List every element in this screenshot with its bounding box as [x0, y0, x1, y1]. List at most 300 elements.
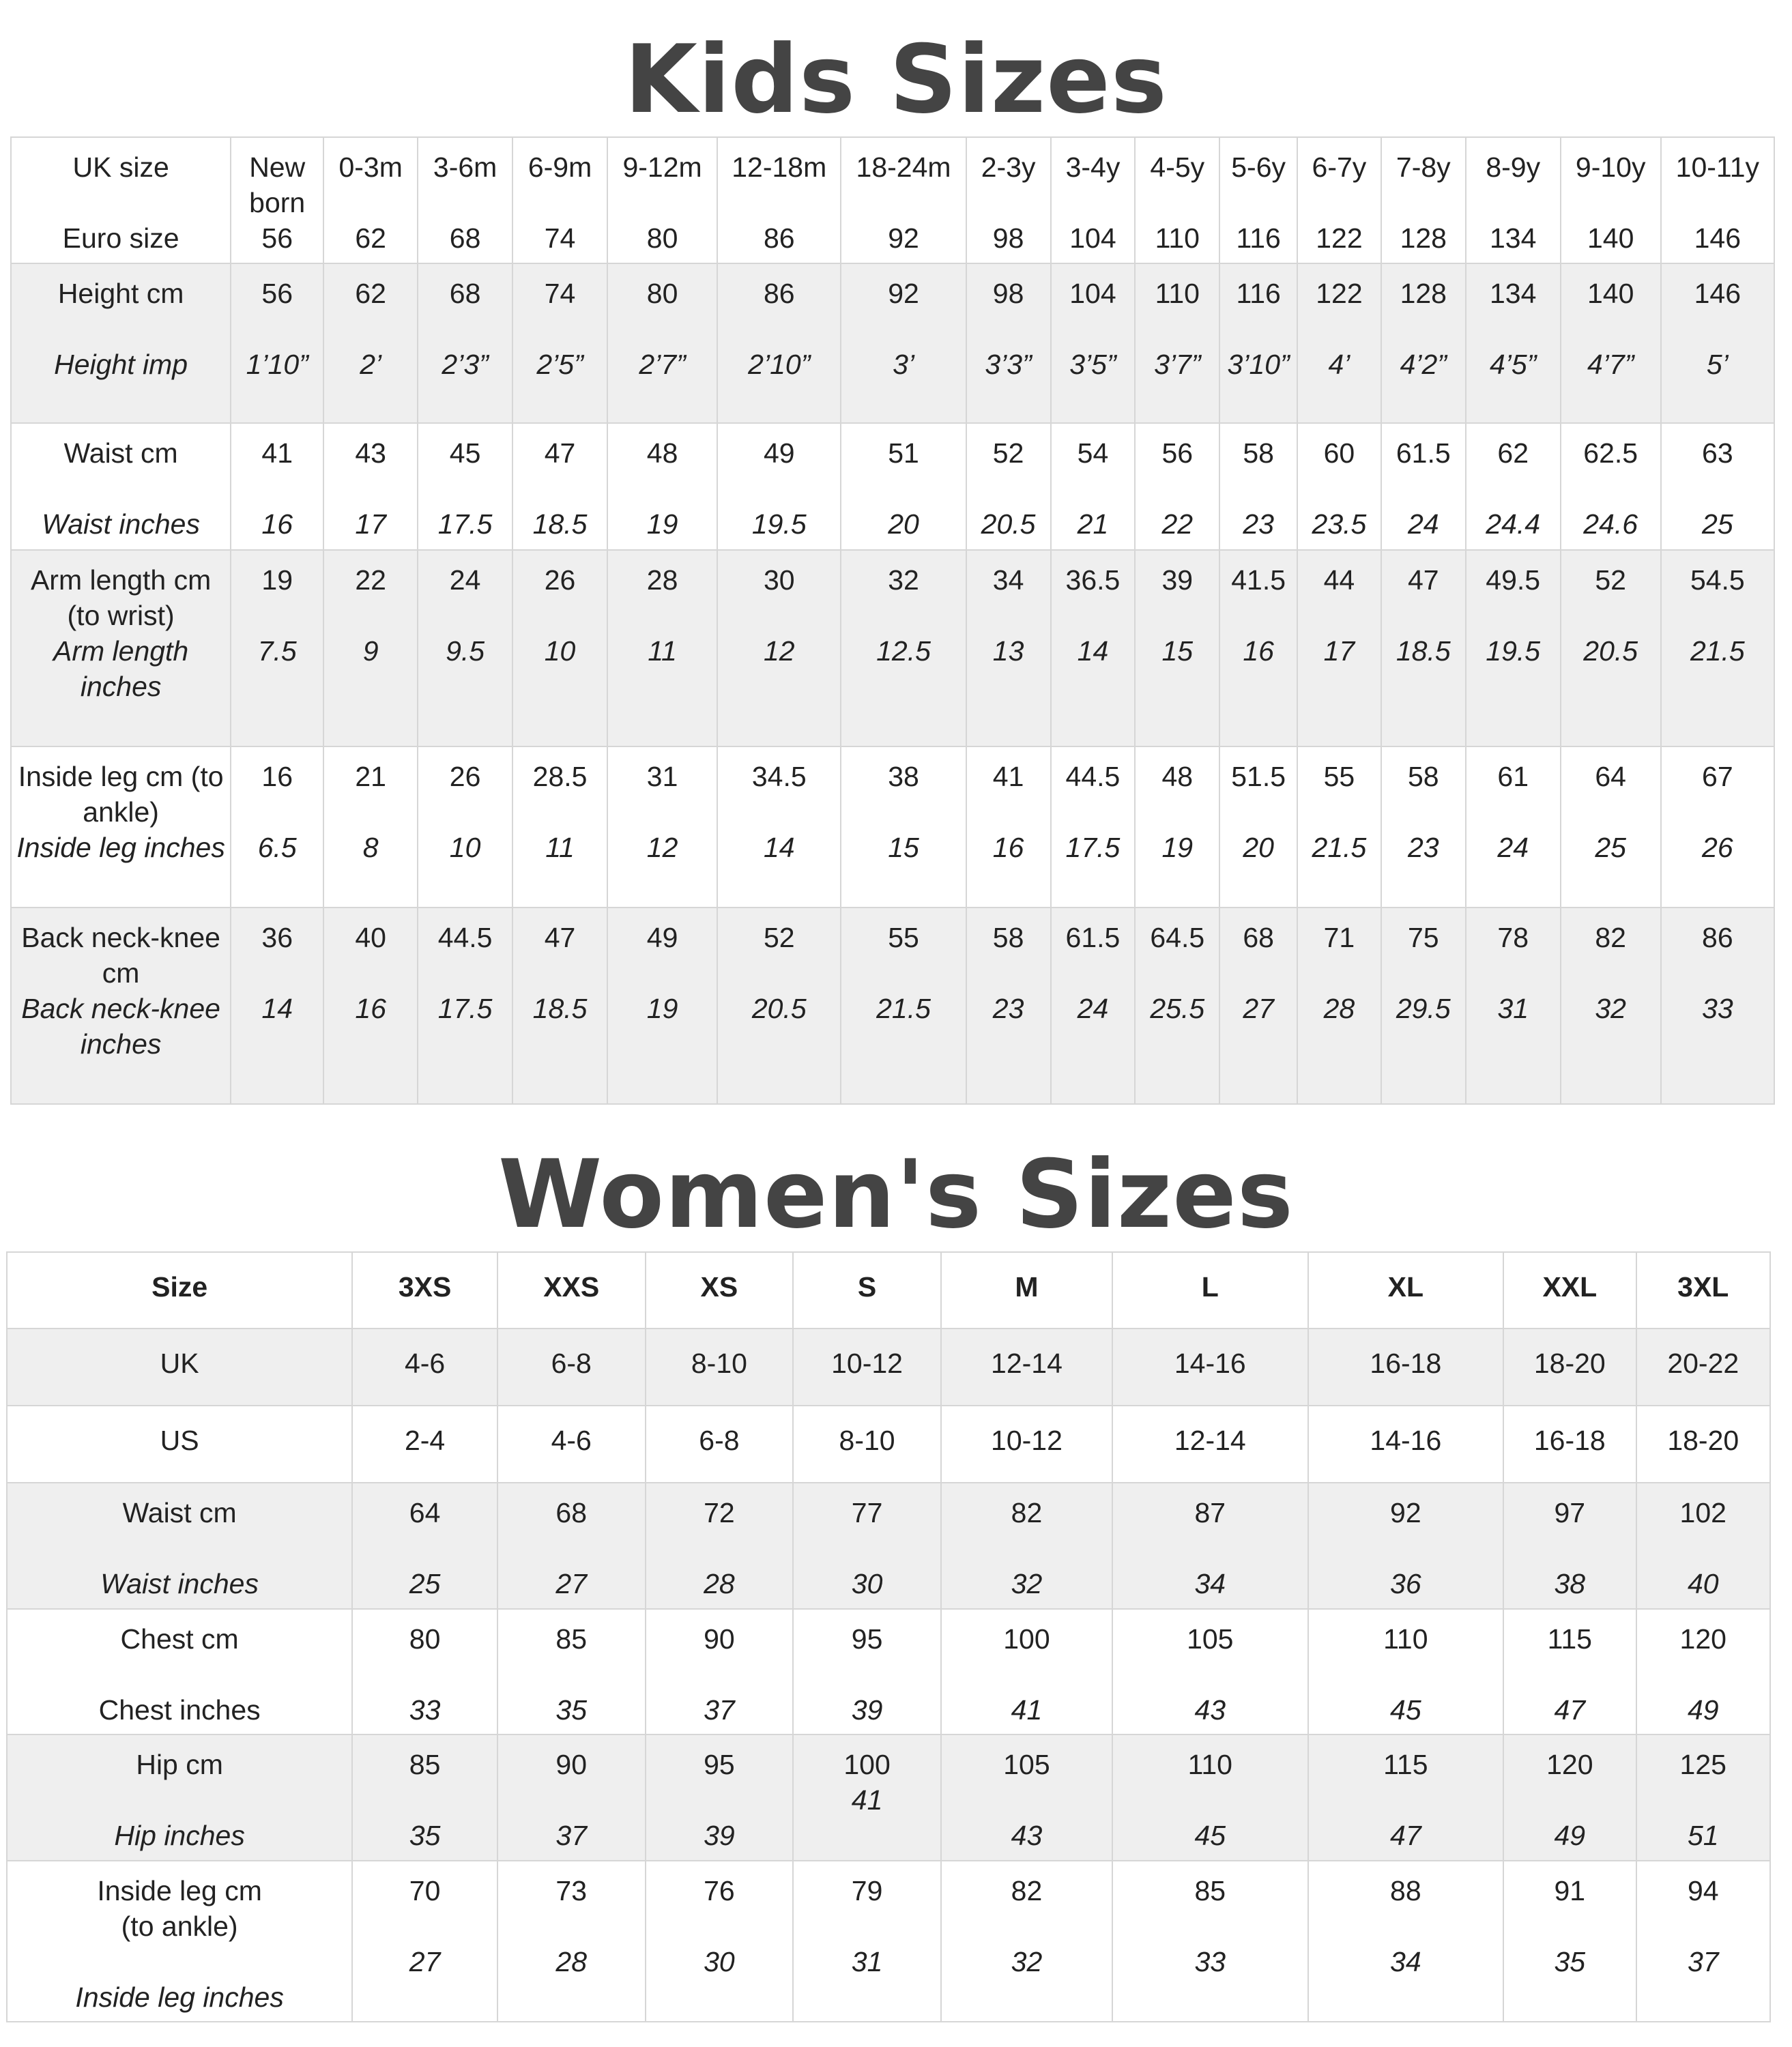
cm-value: 44.5 [437, 922, 493, 953]
cm-value: 49.5 [1486, 564, 1541, 596]
measure-value-cell [418, 908, 512, 1104]
measure-value-cell [1135, 908, 1219, 1104]
cm-value: 58 [992, 922, 1024, 953]
measure-value-cell [1561, 423, 1661, 550]
measure-value-cell [1381, 908, 1466, 1104]
measure-cm-label: Arm length cm (to wrist) [30, 564, 212, 631]
inch-value: 24 [1497, 832, 1529, 863]
cm-value: 85 [409, 1749, 441, 1780]
cm-value: 140 [1587, 278, 1634, 309]
measure-value-cell [497, 1609, 646, 1734]
cm-value: 36 [261, 922, 293, 953]
inch-value: 21.5 [1690, 635, 1745, 667]
inch-value: 43 [1011, 1820, 1043, 1851]
kids-size-header-cell [323, 137, 418, 263]
measure-value-cell [323, 746, 418, 908]
measure-value-cell [717, 908, 841, 1104]
cm-value: 28.5 [532, 761, 588, 792]
cm-value: 47 [1407, 564, 1439, 596]
measure-value-cell [512, 423, 607, 550]
measure-label-cell [7, 1734, 352, 1861]
size-header-cell: S [793, 1252, 941, 1329]
inch-value: 11 [648, 635, 677, 667]
cm-value: 73 [555, 1875, 588, 1906]
measure-inch-label: Inside leg inches [75, 1981, 284, 2013]
measure-value-cell [793, 1861, 941, 2022]
measure-value-cell [1661, 908, 1774, 1104]
womens-measure-row [7, 1734, 1770, 1861]
measure-value-cell [1135, 263, 1219, 423]
euro-size: 104 [1069, 222, 1116, 254]
cm-value: 34.5 [751, 761, 807, 792]
size-header-cell: 3XL [1636, 1252, 1770, 1329]
inch-value: 19 [1161, 832, 1194, 863]
measure-value-cell [717, 423, 841, 550]
inch-value: 43 [1194, 1694, 1226, 1726]
measure-value-cell [1503, 1734, 1636, 1861]
euro-size: 140 [1587, 222, 1634, 254]
inch-value: 12 [646, 832, 678, 863]
measure-value-cell [323, 908, 418, 1104]
inch-value: 31 [851, 1946, 883, 1977]
measure-value-cell [941, 1483, 1112, 1609]
cm-value: 125 [1679, 1749, 1726, 1780]
kids-size-table [10, 136, 1775, 1105]
kids-size-header-cell [1561, 137, 1661, 263]
euro-size: 122 [1316, 222, 1363, 254]
inch-value: 6.5 [257, 832, 297, 863]
uk-size-cell: 20-22 [1636, 1329, 1770, 1406]
measure-label-cell [7, 1861, 352, 2022]
measure-value-cell [717, 263, 841, 423]
measure-value-cell [841, 263, 966, 423]
measure-value-cell [793, 1734, 941, 1861]
inch-value: 18.5 [1396, 635, 1451, 667]
inch-value: 13 [992, 635, 1024, 667]
measure-value-cell [966, 263, 1051, 423]
measure-value-cell [646, 1861, 794, 2022]
uk-size: 7-8y [1396, 151, 1451, 183]
cm-value: 58 [1243, 437, 1274, 469]
measure-value-cell [1219, 263, 1297, 423]
cm-value: 116 [1236, 278, 1281, 309]
measure-value-cell [717, 550, 841, 746]
measure-value-cell [1135, 550, 1219, 746]
inch-value: 21.5 [1312, 832, 1367, 863]
measure-value-cell [1381, 263, 1466, 423]
measure-value-cell [352, 1483, 497, 1609]
cm-value: 61 [1497, 761, 1529, 792]
uk-size: 10-11y [1675, 151, 1759, 183]
cm-value: 48 [1161, 761, 1194, 792]
measure-value-cell [793, 1483, 941, 1609]
measure-value-cell [1219, 908, 1297, 1104]
measure-value-cell [1466, 263, 1561, 423]
measure-value-cell [1297, 746, 1381, 908]
inch-value: 32 [1011, 1568, 1043, 1599]
inch-value: 17 [355, 508, 386, 540]
kids-size-header-cell [1135, 137, 1219, 263]
cm-value: 120 [1546, 1749, 1593, 1780]
measure-value-cell [1636, 1483, 1770, 1609]
cm-value: 78 [1497, 922, 1529, 953]
measure-value-cell [1661, 746, 1774, 908]
measure-inch-label: Back neck-knee inches [21, 993, 220, 1060]
measure-label-cell [7, 1609, 352, 1734]
measure-label-cell [7, 1483, 352, 1609]
euro-size: 92 [888, 222, 919, 254]
cm-value: 68 [1243, 922, 1274, 953]
inch-value: 10 [449, 832, 481, 863]
inch-value: 17.5 [1065, 832, 1121, 863]
measure-value-cell [1051, 550, 1136, 746]
cm-value: 52 [992, 437, 1024, 469]
euro-size: 74 [544, 222, 576, 254]
cm-value: 22 [355, 564, 386, 596]
inch-value: 37 [704, 1694, 735, 1726]
inch-value: 45 [1194, 1820, 1226, 1851]
cm-value: 87 [1194, 1497, 1226, 1528]
cm-value: 72 [704, 1497, 735, 1528]
womens-uk-row [7, 1329, 1770, 1406]
cm-value: 28 [646, 564, 678, 596]
measure-cm-label: Height cm [57, 278, 184, 309]
inch-value: 19.5 [1486, 635, 1541, 667]
inch-value: 25 [1702, 508, 1733, 540]
inch-value: 19.5 [751, 508, 807, 540]
cm-value: 51.5 [1231, 761, 1286, 792]
measure-value-cell [1503, 1483, 1636, 1609]
measure-value-cell [841, 423, 966, 550]
measure-value-cell [231, 550, 323, 746]
cm-value: 105 [1003, 1749, 1050, 1780]
inch-value: 28 [1323, 993, 1355, 1024]
inch-value: 25 [1595, 832, 1626, 863]
womens-measure-row [7, 1609, 1770, 1734]
cm-value: 75 [1407, 922, 1439, 953]
cm-value: 74 [544, 278, 576, 309]
inch-value: 16 [355, 993, 386, 1024]
cm-value: 49 [763, 437, 795, 469]
inch-value: 4’ [1328, 349, 1350, 380]
inch-value: 27 [1243, 993, 1274, 1024]
womens-measure-row [7, 1861, 1770, 2022]
euro-size: 80 [646, 222, 678, 254]
inch-value: 25.5 [1150, 993, 1205, 1024]
measure-value-cell [646, 1609, 794, 1734]
cm-value: 70 [409, 1875, 441, 1906]
inch-value: 7.5 [257, 635, 297, 667]
womens-size-row [7, 1252, 1770, 1329]
inch-value: 41 [851, 1784, 883, 1816]
cm-value: 79 [851, 1875, 883, 1906]
uk-size-cell: 8-10 [646, 1329, 794, 1406]
measure-value-cell [1381, 423, 1466, 550]
cm-value: 100 [1003, 1623, 1050, 1655]
measure-value-cell [966, 908, 1051, 1104]
inch-value: 28 [555, 1946, 588, 1977]
euro-size-label: Euro size [62, 222, 179, 254]
inch-value: 38 [1554, 1568, 1586, 1599]
inch-value: 2’3” [442, 349, 489, 380]
uk-size: 12-18m [732, 151, 827, 183]
inch-value: 2’10” [748, 349, 811, 380]
cm-value: 61.5 [1396, 437, 1451, 469]
measure-value-cell [1561, 746, 1661, 908]
measure-value-cell [512, 908, 607, 1104]
measure-value-cell [1381, 746, 1466, 908]
cm-value: 68 [555, 1497, 588, 1528]
inch-value: 18.5 [532, 508, 588, 540]
measure-value-cell [646, 1483, 794, 1609]
inch-value: 47 [1554, 1694, 1586, 1726]
inch-value: 19 [646, 993, 678, 1024]
uk-size: 8-9y [1486, 151, 1541, 183]
measure-value-cell [1308, 1609, 1504, 1734]
inch-value: 30 [704, 1946, 735, 1977]
cm-value: 55 [888, 922, 919, 953]
uk-size: 6-9m [528, 151, 592, 183]
measure-value-cell [841, 908, 966, 1104]
inch-value: 39 [851, 1694, 883, 1726]
cm-value: 85 [1194, 1875, 1226, 1906]
cm-value: 80 [409, 1623, 441, 1655]
inch-value: 23.5 [1312, 508, 1367, 540]
measure-value-cell [1466, 908, 1561, 1104]
inch-value: 29.5 [1396, 993, 1451, 1024]
inch-value: 24.4 [1486, 508, 1541, 540]
uk-size-cell: 16-18 [1308, 1329, 1504, 1406]
measure-value-cell [1135, 746, 1219, 908]
womens-size-table [6, 1251, 1771, 2022]
measure-value-cell [231, 263, 323, 423]
kids-measure-row [11, 746, 1774, 908]
cm-value: 82 [1011, 1497, 1043, 1528]
cm-value: 45 [449, 437, 481, 469]
measure-value-cell [1297, 550, 1381, 746]
measure-value-cell [1381, 550, 1466, 746]
cm-value: 19 [261, 564, 293, 596]
cm-value: 21 [355, 761, 386, 792]
inch-value: 23 [1407, 832, 1439, 863]
uk-size: 5-6y [1231, 151, 1286, 183]
cm-value: 39 [1161, 564, 1194, 596]
inch-value: 39 [704, 1820, 735, 1851]
inch-value: 20.5 [1583, 635, 1638, 667]
spacer [12, 185, 230, 220]
cm-value: 30 [763, 564, 795, 596]
cm-value: 51 [888, 437, 919, 469]
measure-label-cell [11, 263, 231, 423]
measure-value-cell [1308, 1483, 1504, 1609]
measure-value-cell [1135, 423, 1219, 550]
measure-value-cell [231, 423, 323, 550]
measure-value-cell [1466, 550, 1561, 746]
cm-value: 60 [1323, 437, 1355, 469]
cm-value: 34 [992, 564, 1024, 596]
measure-value-cell [1051, 263, 1136, 423]
measure-cm-label: Chest cm [120, 1623, 239, 1655]
cm-value: 16 [261, 761, 293, 792]
cm-value: 40 [355, 922, 386, 953]
kids-size-header-cell [1661, 137, 1774, 263]
inch-value: 12.5 [876, 635, 931, 667]
euro-size: 110 [1155, 222, 1200, 254]
kids-size-header-cell [841, 137, 966, 263]
inch-value: 16 [1243, 635, 1274, 667]
cm-value: 80 [646, 278, 678, 309]
measure-cm-label: Hip cm [136, 1749, 223, 1780]
cm-value: 97 [1554, 1497, 1586, 1528]
measure-value-cell [1219, 423, 1297, 550]
us-size-cell: 6-8 [646, 1406, 794, 1483]
cm-value: 88 [1390, 1875, 1421, 1906]
uk-size-cell: 14-16 [1112, 1329, 1308, 1406]
measure-value-cell [607, 746, 717, 908]
kids-size-label-cell [11, 137, 231, 263]
measure-value-cell [323, 263, 418, 423]
inch-value: 35 [555, 1694, 588, 1726]
inch-value: 28 [704, 1568, 735, 1599]
inch-value: 21 [1077, 508, 1109, 540]
cm-value: 85 [555, 1623, 588, 1655]
us-size-cell: 2-4 [352, 1406, 497, 1483]
cm-value: 64 [409, 1497, 441, 1528]
measure-cm-label: Inside leg cm (to ankle) [18, 761, 224, 828]
inch-value: 27 [409, 1946, 441, 1977]
measure-value-cell [1219, 550, 1297, 746]
inch-value: 3’5” [1069, 349, 1116, 380]
measure-value-cell [841, 550, 966, 746]
womens-measure-row [7, 1483, 1770, 1609]
measure-value-cell [1503, 1609, 1636, 1734]
cm-value: 92 [888, 278, 919, 309]
kids-measure-row [11, 423, 1774, 550]
measure-value-cell [1308, 1861, 1504, 2022]
kids-measure-row [11, 908, 1774, 1104]
cm-value: 95 [851, 1623, 883, 1655]
measure-cm-label: Back neck-knee cm [21, 922, 220, 989]
measure-value-cell [966, 423, 1051, 550]
cm-value: 44 [1323, 564, 1355, 596]
inch-value: 41 [1011, 1694, 1043, 1726]
inch-value: 32 [1011, 1946, 1043, 1977]
inch-value: 49 [1554, 1820, 1586, 1851]
euro-size: 56 [261, 222, 293, 254]
measure-value-cell [1636, 1861, 1770, 2022]
measure-cm-label: Waist cm [122, 1497, 237, 1528]
measure-value-cell [418, 263, 512, 423]
inch-value: 14 [1077, 635, 1109, 667]
measure-value-cell [512, 263, 607, 423]
cm-value: 36.5 [1065, 564, 1121, 596]
inch-value: 4’5” [1490, 349, 1537, 380]
measure-value-cell [1561, 263, 1661, 423]
kids-header-row [11, 137, 1774, 263]
kids-size-header-cell [231, 137, 323, 263]
cm-value: 146 [1694, 278, 1742, 309]
inch-value: 24.6 [1583, 508, 1638, 540]
euro-size: 98 [992, 222, 1024, 254]
measure-value-cell [941, 1861, 1112, 2022]
cm-value: 31 [646, 761, 678, 792]
measure-value-cell [1503, 1861, 1636, 2022]
us-size-cell: 12-14 [1112, 1406, 1308, 1483]
inch-value: 2’ [360, 349, 382, 380]
inch-value: 14 [763, 832, 795, 863]
inch-value: 1’10” [246, 349, 308, 380]
measure-inch-label: Inside leg inches [16, 832, 225, 863]
measure-value-cell [1051, 908, 1136, 1104]
measure-label-cell [11, 908, 231, 1104]
us-size-cell: 14-16 [1308, 1406, 1504, 1483]
inch-value: 32 [1595, 993, 1626, 1024]
cm-value: 90 [555, 1749, 588, 1780]
us-size-cell: 16-18 [1503, 1406, 1636, 1483]
size-header-cell: L [1112, 1252, 1308, 1329]
measure-value-cell [941, 1609, 1112, 1734]
inch-value: 37 [1687, 1946, 1719, 1977]
measure-inch-label: Arm length inches [53, 635, 189, 702]
cm-value: 55 [1323, 761, 1355, 792]
inch-value: 20 [888, 508, 919, 540]
measure-value-cell [352, 1861, 497, 2022]
cm-value: 94 [1687, 1875, 1719, 1906]
inch-value: 33 [1702, 993, 1733, 1024]
uk-size: 2-3y [981, 151, 1036, 183]
cm-value: 110 [1383, 1623, 1428, 1655]
cm-value: 49 [646, 922, 678, 953]
inch-value: 25 [409, 1568, 441, 1599]
us-size-cell: 8-10 [793, 1406, 941, 1483]
inch-value: 17.5 [437, 993, 493, 1024]
euro-size: 62 [355, 222, 386, 254]
measure-value-cell [231, 746, 323, 908]
cm-value: 120 [1679, 1623, 1726, 1655]
kids-size-header-cell [607, 137, 717, 263]
inch-value: 4’2” [1400, 349, 1447, 380]
measure-value-cell [497, 1483, 646, 1609]
measure-value-cell [1112, 1609, 1308, 1734]
cm-value: 61.5 [1065, 922, 1121, 953]
euro-size: 128 [1400, 222, 1447, 254]
womens-sizes-title: Women's Sizes [498, 1139, 1294, 1249]
us-size-cell: 10-12 [941, 1406, 1112, 1483]
inch-value: 23 [1243, 508, 1274, 540]
inch-value: 23 [992, 993, 1024, 1024]
measure-value-cell [512, 550, 607, 746]
cm-value: 62.5 [1583, 437, 1638, 469]
cm-value: 56 [261, 278, 293, 309]
cm-value: 115 [1547, 1623, 1592, 1655]
size-header-cell: XS [646, 1252, 794, 1329]
measure-value-cell [1297, 423, 1381, 550]
inch-value: 34 [1194, 1568, 1226, 1599]
measure-inch-label: Waist inches [42, 508, 200, 540]
uk-size-cell: 4-6 [352, 1329, 497, 1406]
measure-value-cell [607, 908, 717, 1104]
measure-label-cell [11, 550, 231, 746]
kids-size-header-cell [717, 137, 841, 263]
inch-value: 24 [1077, 993, 1109, 1024]
inch-value: 20 [1243, 832, 1274, 863]
cm-value: 95 [704, 1749, 735, 1780]
kids-size-header-cell [1051, 137, 1136, 263]
size-header-cell: XXS [497, 1252, 646, 1329]
measure-value-cell [1297, 908, 1381, 1104]
inch-value: 20.5 [751, 993, 807, 1024]
inch-value: 3’ [893, 349, 914, 380]
